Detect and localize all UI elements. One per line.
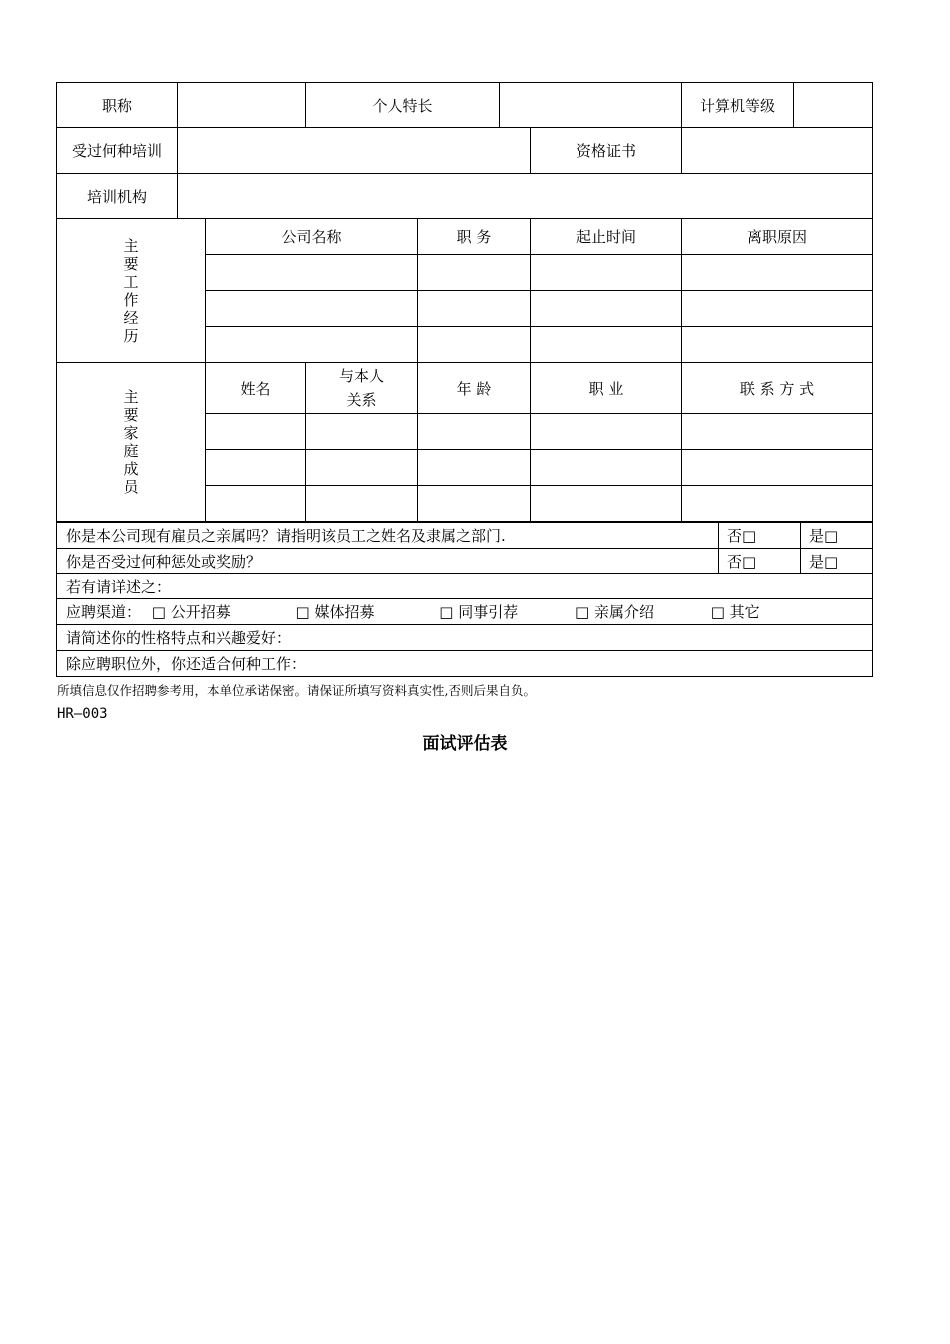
- family-cell[interactable]: [418, 414, 531, 450]
- specialty-label: 个人特长: [306, 83, 500, 128]
- work-header-period: 起止时间: [531, 219, 682, 255]
- channel-option-other[interactable]: □ 其它: [710, 603, 760, 621]
- work-cell[interactable]: [682, 327, 873, 363]
- work-cell[interactable]: [206, 255, 418, 291]
- personality-row: [57, 625, 873, 651]
- computer-level-label: 计算机等级: [682, 83, 794, 128]
- family-header-occupation: 职 业: [531, 363, 682, 414]
- family-cell[interactable]: [682, 414, 873, 450]
- family-header-name: 姓名: [206, 363, 306, 414]
- row-training: [57, 128, 873, 174]
- relative-no-checkbox[interactable]: 否□: [719, 523, 801, 549]
- work-cell[interactable]: [682, 291, 873, 327]
- family-header-contact: 联 系 方 式: [682, 363, 873, 414]
- work-cell[interactable]: [531, 291, 682, 327]
- family-header-row: [57, 363, 873, 414]
- family-cell[interactable]: [306, 450, 418, 486]
- family-cell[interactable]: [306, 414, 418, 450]
- channel-option-public[interactable]: □ 公开招募: [151, 603, 231, 621]
- next-section-title: 面试评估表: [422, 734, 508, 754]
- family-cell[interactable]: [682, 486, 873, 522]
- certificate-label: 资格证书: [531, 128, 682, 174]
- family-cell[interactable]: [306, 486, 418, 522]
- institution-label: 培训机构: [57, 174, 178, 219]
- family-section-label: 主要家庭成员: [123, 388, 139, 496]
- family-header-age: 年 龄: [418, 363, 531, 414]
- work-cell[interactable]: [531, 255, 682, 291]
- work-section-label: 主要工作经历: [123, 236, 139, 345]
- work-section-label-cell: [57, 219, 206, 363]
- relative-question-row: [57, 523, 873, 549]
- relative-yes-checkbox[interactable]: 是□: [801, 523, 873, 549]
- work-cell[interactable]: [418, 255, 531, 291]
- channel-option-colleague[interactable]: □ 同事引荐: [439, 603, 519, 621]
- work-header-position: 职 务: [418, 219, 531, 255]
- certificate-value-cell[interactable]: [682, 128, 873, 174]
- relative-question: 你是本公司现有雇员之亲属吗？请指明该员工之姓名及隶属之部门.: [57, 523, 719, 549]
- title-label: 职称: [57, 83, 178, 128]
- row-title: [57, 83, 873, 128]
- channel-option-relative[interactable]: □ 亲属介绍: [575, 603, 654, 621]
- family-cell[interactable]: [418, 486, 531, 522]
- work-cell[interactable]: [531, 327, 682, 363]
- family-section-label-cell: [57, 363, 206, 522]
- family-cell[interactable]: [531, 486, 682, 522]
- computer-level-value-cell[interactable]: [794, 83, 873, 128]
- channel-row: [57, 599, 873, 625]
- other-job-label[interactable]: 除应聘职位外，你还适合何种工作：: [57, 651, 873, 677]
- family-cell[interactable]: [531, 414, 682, 450]
- personality-label[interactable]: 请简述你的性格特点和兴趣爱好：: [57, 625, 873, 651]
- family-header-relation-text: 与本人关系: [338, 367, 384, 409]
- row-institution: [57, 174, 873, 219]
- family-cell[interactable]: [206, 450, 306, 486]
- footer-note: 所填信息仅作招聘参考用，本单位承诺保密。请保证所填写资料真实性,否则后果自负。: [57, 683, 536, 698]
- channel-label: 应聘渠道：: [66, 603, 142, 621]
- channel-cell: [57, 599, 873, 625]
- channel-option-media[interactable]: □ 媒体招募: [295, 603, 375, 621]
- family-cell[interactable]: [418, 450, 531, 486]
- family-cell[interactable]: [682, 450, 873, 486]
- work-cell[interactable]: [206, 291, 418, 327]
- applicant-info-table: [56, 82, 873, 522]
- punish-yes-checkbox[interactable]: 是□: [801, 549, 873, 574]
- punish-question: 你是否受过何种惩处或奖励？: [57, 549, 719, 574]
- work-cell[interactable]: [418, 327, 531, 363]
- work-header-reason: 离职原因: [682, 219, 873, 255]
- detail-label[interactable]: 若有请详述之：: [57, 574, 873, 599]
- family-cell[interactable]: [206, 414, 306, 450]
- title-value-cell[interactable]: [178, 83, 306, 128]
- training-label: 受过何种培训: [57, 128, 178, 174]
- work-header-company: 公司名称: [206, 219, 418, 255]
- work-header-row: [57, 219, 873, 255]
- work-cell[interactable]: [682, 255, 873, 291]
- work-cell[interactable]: [418, 291, 531, 327]
- document-code: HR—003: [57, 706, 108, 722]
- family-header-relation: [306, 363, 418, 414]
- questions-table: [56, 522, 873, 677]
- detail-row: [57, 574, 873, 599]
- punish-question-row: [57, 549, 873, 574]
- family-cell[interactable]: [206, 486, 306, 522]
- training-value-cell[interactable]: [178, 128, 531, 174]
- work-cell[interactable]: [206, 327, 418, 363]
- punish-no-checkbox[interactable]: 否□: [719, 549, 801, 574]
- institution-value-cell[interactable]: [178, 174, 873, 219]
- specialty-value-cell[interactable]: [500, 83, 682, 128]
- other-job-row: [57, 651, 873, 677]
- family-cell[interactable]: [531, 450, 682, 486]
